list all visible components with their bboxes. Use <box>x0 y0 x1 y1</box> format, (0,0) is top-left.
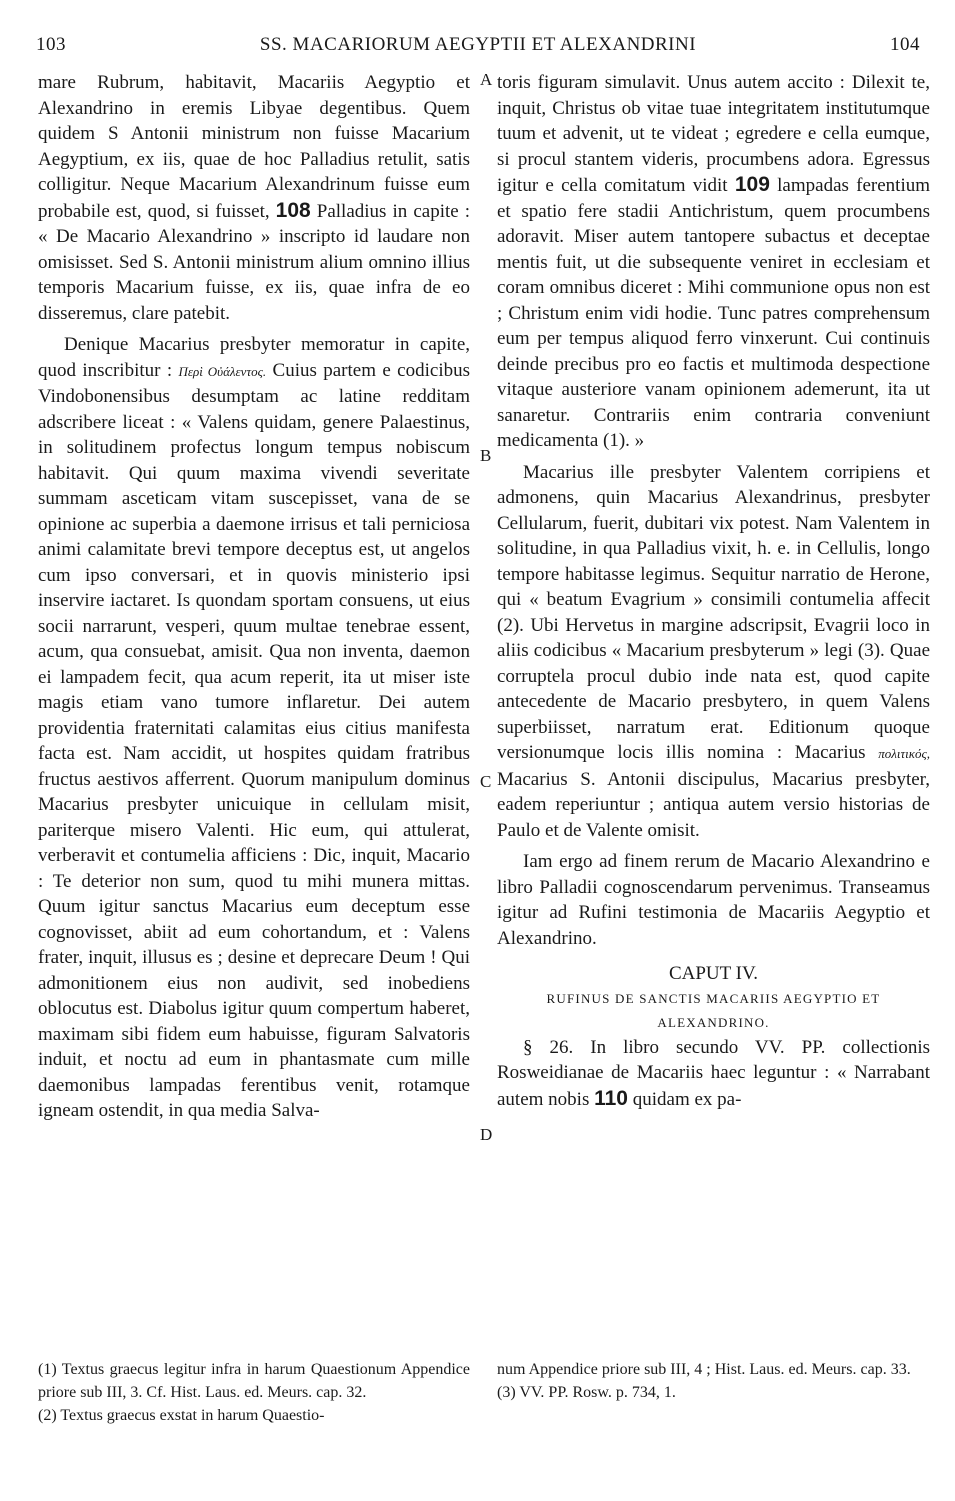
right-column <box>497 70 930 1112</box>
left-column <box>38 70 470 1124</box>
chapter-heading: CAPUT IV. <box>668 963 759 984</box>
chapter-subtitle-line-1: RUFINUS DE SANCTIS MACARIIS AEGYPTIO ET <box>546 990 881 1006</box>
inline-page-marker-110: 110 <box>594 1086 628 1110</box>
right-paragraph-3: Iam ergo ad finem rerum de Macario Alexandrino e libro Palladii cognoscendarum pervenimus. Transeamus igitur ad Rufini testimonia de Macariis Aegyptio et Alexandrino. <box>497 851 930 949</box>
greek-epithet: πολιτικός, <box>878 746 930 761</box>
left-paragraph-1: mare Rubrum, habitavit, Macariis Aegyptio et Alexandrino in eremis Libyae degentibus. Quem quidem S Antonii ministrum non fuisse Macarium Aegyptium, ex iis, quae de hoc Palladius retulit, satis colligitur. Neque Macarium Alexandrinum fuisse eum probabile est, quod, si fuisset, 108 Palladius in capite : « De Macario Alexandrino » inscripto id laudare non omisisset. Sed S. Antonii ministrum alium omnino illius temporis Macarium fuisse, ex iis, quae infra de eo disseremus, clare patebit. <box>38 72 471 324</box>
running-title: SS. MACARIORUM AEGYPTII ET ALEXANDRINI <box>259 34 697 55</box>
margin-marker-d: D <box>480 1125 493 1144</box>
left-paragraph-2: Denique Macarius presbyter memoratur in capite, quod inscribitur : Περὶ Οὐάλεντος. Cuius partem e codicibus Vindobonensibus desumptam ac latine redditam adscribere liceat : « Valens quidam, genere Palaestinus, in solitudinem profectus longum tempus nobiscum habitavit. Qui quum maxima vivendi severitate summam asceticam vitam suscepisset, vana de se opinione ac superbia a daemone irrisus et tali perniciosa animi calamitate brevi tempore deceptus est, ut angelos cum ipso conversari, et in quovis ministerio ipsi inservire iactaret. Is quondam sportam consuens, ut eius socii narrarunt, vesperi, quum multae tenebrae essent, acum, qua consuebat, amisit. Qua non inventa, daemon ei lampadem fecit, qua acum reperit, ita ut miser iste magis etiam vano tumore inflaretur. Dei autem providentia fraternitati calamitas eius citius manifesta facta est. Nam accidit, ut hospites quidam fratribus fructus aestivos afferrent. Quorum manipulum dominus Macarius presbyter unicuique in cellulam misit, pariterque misero Valenti. Hic eum, qui attulerat, verberavit et contumelia afficiens : Dic, inquit, Macario : Te deterior non sum, quod tu mihi munera mittas. Quum igitur sanctus Macarius eum deceptum esse cognovisset, abiit ad eum cohortandum, et : Valens frater, inquit, illusus es ; desine et deprecare Deum ! Qui admonitionem eius non audivit, sed inobediens oblocutus est. Diabolus igitur quum compertum haberet, maximam sibi fidem eum habuisse, figuram Salvatoris induit, et noctu ad eum in phantasmate cum mille daemonibus lampadas ferentibus venit, rotamque igneam ostendit, in qua media Salva- <box>38 334 470 1121</box>
margin-marker-c: C <box>480 772 492 791</box>
right-paragraph-1: toris figuram simulavit. Unus autem accito : Dilexit te, inquit, Christus ob vitae tuae integritatem institutumque tuum et advenit, ut te videat ; egredere e cella eumque, si procul stantem videris, procumbens adora. Egressus igitur e cella comitatum vidit 109 lampadas ferentium et spatio fere stadii Antichristum, quem procumbens adoravit. Miser autem tantopere subactus et deceptae mentis fuit, ut die subsequente veniret in ecclesiam et coram omnibus diceret : Mihi communione opus non est ; Christum enim vidi hodie. Tunc patres comprehensum eum per tempus aliquod ferro vinxerunt. Cui continuis deinde precibus pro eo factis et multimoda despectione vitaque austeriore vanam opinionem ademerunt, ita ut sanaretur. Contrariis enim contraria conveniunt medicamenta (1). » <box>497 72 931 451</box>
footnote-1: (1) Textus graecus legitur infra in harum Quaestionum Appendice priore sub III, 3. Cf. Hist. Laus. ed. Meurs. cap. 32. <box>38 1361 470 1401</box>
inline-page-marker-108: 108 <box>275 198 311 222</box>
footnote-2-continued: num Appendice priore sub III, 4 ; Hist. Laus. ed. Meurs. cap. 33. <box>497 1361 911 1378</box>
page-number-right: 104 <box>890 34 920 55</box>
greek-title: Περὶ Οὐάλεντος. <box>178 363 267 379</box>
chapter-subtitle-line-2: ALEXANDRINO. <box>657 1014 770 1030</box>
footnotes-left <box>38 1358 470 1427</box>
inline-page-marker-109: 109 <box>734 173 770 196</box>
page-number-left: 103 <box>36 34 66 55</box>
right-paragraph-4: § 26. In libro secundo VV. PP. collectionis Rosweidianae de Macariis haec leguntur : « Narrabant autem nobis 110 quidam ex pa- <box>497 1036 930 1110</box>
footnote-2: (2) Textus graecus exstat in harum Quaestio- <box>38 1407 325 1424</box>
margin-marker-b: B <box>480 446 492 465</box>
margin-marker-a: A <box>480 70 493 89</box>
footnotes-right <box>497 1358 930 1404</box>
footnote-3: (3) VV. PP. Rosw. p. 734, 1. <box>497 1384 676 1401</box>
running-header <box>36 34 920 60</box>
right-paragraph-2: Macarius ille presbyter Valentem corripiens et admonens, quin Macarius Alexandrinus, presbyter Cellularum, fuerit, dubitari vix potest. Nam Valentem in solitudine, in qua Palladius vixit, h. e. in Cellulis, longo tempore habitasse legimus. Sequitur narratio de Herone, qui « beatum Evagrium » consimili contumelia affecit (2). Ubi Hervetus in margine adscripsit, Evagrii loco in aliis codicibus « Macarium presbyterum » legi (3). Quae corruptela procul dubio inde nata est, quod capite antecedente de Macario presbytero, in quem Valens superbiisset, narratum erat. Editionum quoque versionumque locis illis nomina : Macarius πολιτικός, Macarius S. Antonii discipulus, Macarius presbyter, eadem reperiuntur ; antiqua autem versio historias de Paulo et de Valente omisit. <box>497 461 930 841</box>
